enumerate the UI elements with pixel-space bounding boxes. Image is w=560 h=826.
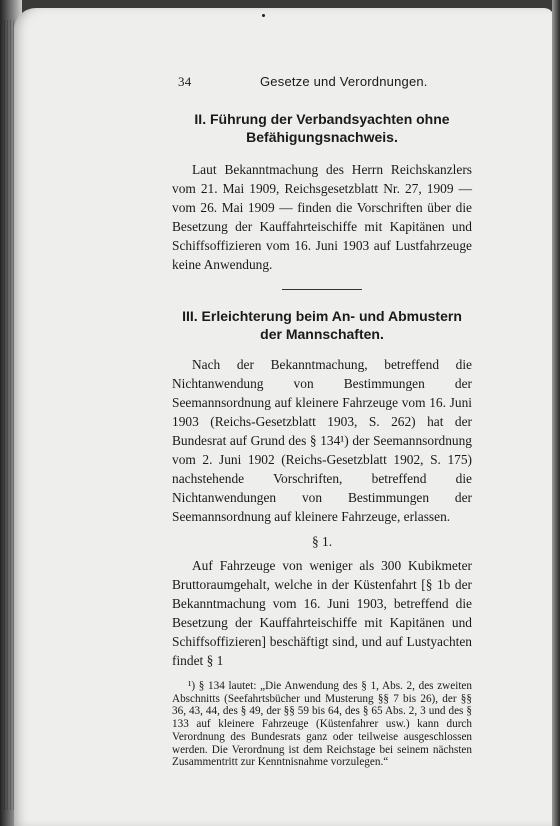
section-3-heading-line2: der Mannschaften. — [260, 326, 384, 342]
running-title: Gesetze und Verordnungen. — [260, 74, 428, 89]
section-3-paragraph-2: Auf Fahrzeuge von weniger als 300 Kubikmeter Bruttoraumgehalt, welche in der Küstenfahrt [§ 1b der Bekanntmachung vom 16. Juni 1903, betreffend die Besetzung der Kauffahrteischiffe mit Kapitänen und Schiffsoffizieren] beschäftigt sind, und auf Lustyachten findet § 1 — [172, 558, 472, 668]
section-2-paragraph: Laut Bekanntmachung des Herrn Reichskanzlers vom 21. Mai 1909, Reichsgesetzblatt Nr. 27, 1909 — vom 26. Mai 1909 — finden die Vorschriften über die Besetzung der Kauffahrteischiffe mit Kapitänen und Schiffsoffizieren vom 16. Juni 1903 auf Lustfahrzeuge keine Anwendung. — [172, 162, 472, 272]
section-3-paragraph: Nach der Bekanntmachung, betreffend die Nichtanwendung von Bestimmungen der Seemannsordnung auf kleinere Fahrzeuge vom 16. Juni 1903 (Reichs-Gesetzblatt 1903, S. 262) hat der Bundesrat auf Grund des § 134¹) der Seemannsordnung vom 2. Juni 1902 (Reichs-Gesetzblatt 1902, S. 175) nachstehende Vorschriften, betreffend die Nichtanwendungen von Bestimmungen der Seemannsordnung auf kleinere Fahrzeuge, erlassen. — [172, 357, 472, 524]
paragraph-symbol-1: § 1. — [311, 534, 333, 549]
running-head — [172, 74, 472, 92]
ink-speck — [262, 14, 265, 17]
section-2-heading-line2: Befähigungsnachweis. — [246, 129, 398, 145]
section-2-heading-line1: II. Führung der Verbandsyachten ohne — [194, 111, 450, 127]
page-number: 34 — [178, 74, 192, 89]
page-content — [172, 74, 472, 769]
page-right-edge — [552, 0, 560, 826]
section-3-heading-line1: III. Erleichterung beim An- und Abmustern — [182, 308, 462, 324]
footnote: ¹) § 134 lautet: „Die Anwendung des § 1, Abs. 2, des zweiten Abschnitts (Seefahrtsbücher und Musterung §§ 7 bis 26), der §§ 36, 43, 44, des § 49, der §§ 59 bis 64, des § 65 Abs. 2, 3 und des § 133 auf kleinere Fahrzeuge (Küstenfahrer usw.) kann durch Verordnung des Bundesrats ganz oder teilweise ausgeschlossen werden. Die Verordnung ist dem Reichstage bei seinem nächsten Zusammentritt zur Kenntnisnahme vorzulegen.“ — [172, 680, 472, 769]
